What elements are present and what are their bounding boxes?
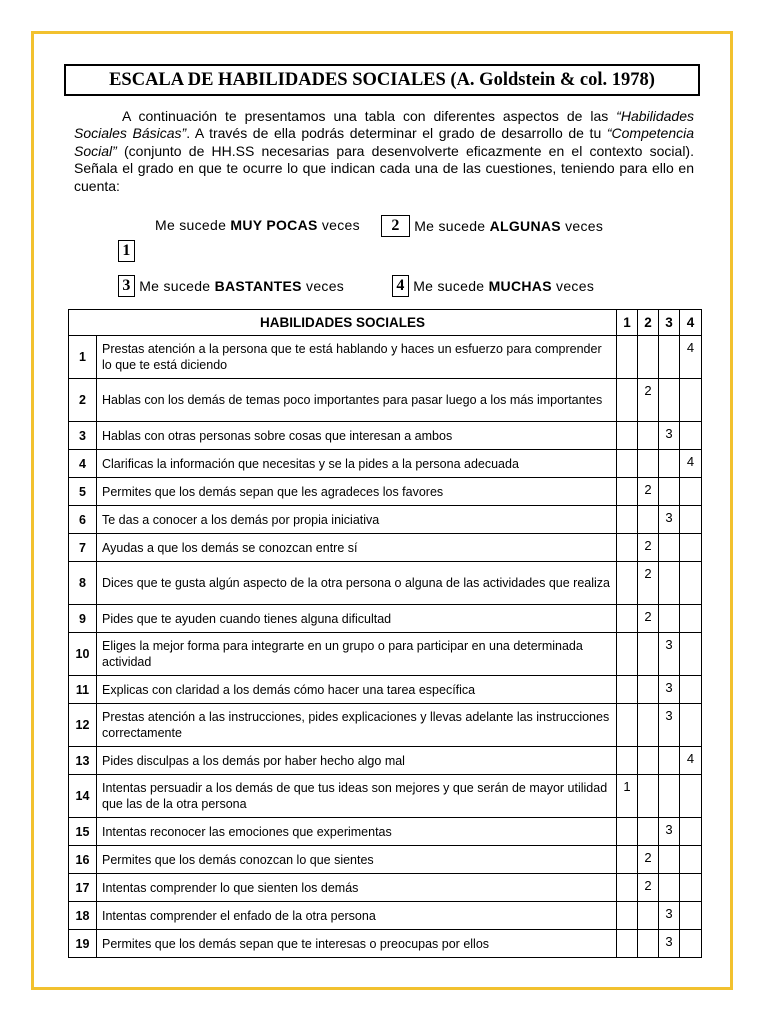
row-number: 17 — [69, 874, 97, 902]
legend-word: BASTANTES — [214, 278, 302, 294]
score-cell-3[interactable] — [659, 450, 680, 478]
score-cell-1[interactable] — [617, 336, 638, 379]
score-cell-2[interactable] — [638, 775, 659, 818]
score-cell-4[interactable]: 4 — [680, 450, 702, 478]
score-cell-2[interactable]: 2 — [638, 874, 659, 902]
score-cell-2[interactable] — [638, 633, 659, 676]
score-cell-4[interactable] — [680, 506, 702, 534]
legend-suffix: veces — [565, 218, 604, 234]
score-cell-2[interactable]: 2 — [638, 379, 659, 422]
score-cell-3[interactable]: 3 — [659, 704, 680, 747]
intro-emphasis-1: “Habilidades Sociales Básicas” — [74, 108, 694, 142]
score-cell-3[interactable] — [659, 874, 680, 902]
legend-prefix: Me sucede — [414, 218, 486, 234]
table-row — [69, 747, 702, 775]
score-cell-4[interactable] — [680, 422, 702, 450]
score-cell-3[interactable] — [659, 605, 680, 633]
table-row — [69, 506, 702, 534]
skill-description: Permites que los demás sepan que te interesas o preocupas por ellos — [97, 930, 617, 958]
skill-description: Prestas atención a la persona que te está hablando y haces un esfuerzo para comprender lo que te está diciendo — [97, 336, 617, 379]
score-cell-2[interactable] — [638, 704, 659, 747]
score-cell-4[interactable] — [680, 633, 702, 676]
row-number: 12 — [69, 704, 97, 747]
table-header-row — [69, 310, 702, 336]
score-cell-3[interactable] — [659, 336, 680, 379]
score-cell-4[interactable] — [680, 775, 702, 818]
table-row — [69, 422, 702, 450]
score-cell-1[interactable] — [617, 874, 638, 902]
intro-part-3: (conjunto de HH.SS necesarias para desenvolverte eficazmente en el contexto social). Señala el grado en que te ocurre lo que indican cada una de las cuestiones, teniendo para ello en cuenta: — [74, 142, 694, 194]
score-cell-3[interactable]: 3 — [659, 676, 680, 704]
score-cell-2[interactable]: 2 — [638, 478, 659, 506]
score-cell-4[interactable]: 4 — [680, 747, 702, 775]
score-cell-4[interactable] — [680, 562, 702, 605]
skill-description: Hablas con otras personas sobre cosas que interesan a ambos — [97, 422, 617, 450]
table-row — [69, 478, 702, 506]
score-cell-1[interactable] — [617, 379, 638, 422]
row-number: 15 — [69, 818, 97, 846]
skill-description: Intentas persuadir a los demás de que tus ideas son mejores y que serán de mayor utilidad que las de la otra persona — [97, 775, 617, 818]
legend-suffix: veces — [321, 217, 360, 233]
row-number: 14 — [69, 775, 97, 818]
score-cell-4[interactable] — [680, 379, 702, 422]
score-cell-3[interactable] — [659, 478, 680, 506]
score-cell-4[interactable] — [680, 676, 702, 704]
legend-number-box: 1 — [118, 240, 135, 262]
score-cell-2[interactable]: 2 — [638, 534, 659, 562]
score-cell-1[interactable] — [617, 534, 638, 562]
score-cell-1[interactable] — [617, 846, 638, 874]
skill-description: Dices que te gusta algún aspecto de la otra persona o alguna de las actividades que realiza — [97, 562, 617, 605]
legend-item-2 — [381, 215, 603, 237]
score-cell-2[interactable] — [638, 450, 659, 478]
score-cell-1[interactable] — [617, 930, 638, 958]
legend-suffix: veces — [306, 278, 345, 294]
legend-item-3 — [118, 275, 344, 297]
table-row — [69, 633, 702, 676]
table-row — [69, 379, 702, 422]
score-cell-2[interactable] — [638, 818, 659, 846]
row-number: 16 — [69, 846, 97, 874]
score-cell-1[interactable] — [617, 633, 638, 676]
row-number: 9 — [69, 605, 97, 633]
row-number: 5 — [69, 478, 97, 506]
intro-paragraph — [74, 108, 694, 195]
table-row — [69, 846, 702, 874]
row-number: 7 — [69, 534, 97, 562]
legend-prefix: Me sucede — [155, 217, 227, 233]
score-header-3: 3 — [659, 310, 680, 336]
score-cell-1[interactable] — [617, 902, 638, 930]
table-header-title: HABILIDADES SOCIALES — [69, 310, 617, 336]
table-row — [69, 562, 702, 605]
score-cell-3[interactable] — [659, 775, 680, 818]
table-row — [69, 450, 702, 478]
skill-description: Hablas con los demás de temas poco importantes para pasar luego a los más importantes — [97, 379, 617, 422]
table-row — [69, 930, 702, 958]
score-cell-2[interactable] — [638, 902, 659, 930]
score-cell-4[interactable] — [680, 704, 702, 747]
row-number: 13 — [69, 747, 97, 775]
table-row — [69, 902, 702, 930]
intro-part-2: . A través de ella podrás determinar el grado de desarrollo de tu — [186, 125, 607, 142]
score-cell-4[interactable] — [680, 902, 702, 930]
skill-description: Pides disculpas a los demás por haber hecho algo mal — [97, 747, 617, 775]
legend-number-box: 2 — [381, 215, 410, 237]
score-cell-1[interactable]: 1 — [617, 775, 638, 818]
legend-word: MUY POCAS — [230, 217, 318, 233]
table-row — [69, 874, 702, 902]
score-cell-1[interactable] — [617, 605, 638, 633]
row-number: 10 — [69, 633, 97, 676]
score-cell-2[interactable] — [638, 747, 659, 775]
skill-description: Clarificas la información que necesitas y se la pides a la persona adecuada — [97, 450, 617, 478]
row-number: 1 — [69, 336, 97, 379]
score-cell-1[interactable] — [617, 818, 638, 846]
score-cell-1[interactable] — [617, 506, 638, 534]
score-cell-3[interactable]: 3 — [659, 818, 680, 846]
score-cell-2[interactable]: 2 — [638, 605, 659, 633]
row-number: 18 — [69, 902, 97, 930]
skill-description: Pides que te ayuden cuando tienes alguna dificultad — [97, 605, 617, 633]
score-cell-4[interactable] — [680, 930, 702, 958]
score-cell-1[interactable] — [617, 450, 638, 478]
score-cell-2[interactable]: 2 — [638, 562, 659, 605]
legend-prefix: Me sucede — [413, 278, 485, 294]
row-number: 19 — [69, 930, 97, 958]
score-cell-3[interactable] — [659, 534, 680, 562]
score-header-2: 2 — [638, 310, 659, 336]
legend-word: MUCHAS — [488, 278, 552, 294]
intro-part-1: A continuación te presentamos una tabla con diferentes aspectos de las — [122, 108, 617, 124]
table-row — [69, 534, 702, 562]
score-cell-2[interactable] — [638, 422, 659, 450]
score-cell-1[interactable] — [617, 676, 638, 704]
skills-table — [68, 309, 702, 958]
score-cell-1[interactable] — [617, 704, 638, 747]
score-cell-2[interactable]: 2 — [638, 846, 659, 874]
document-title-text: ESCALA DE HABILIDADES SOCIALES (A. Goldstein & col. 1978) — [109, 69, 655, 90]
score-cell-1[interactable] — [617, 422, 638, 450]
score-cell-2[interactable] — [638, 676, 659, 704]
row-number: 8 — [69, 562, 97, 605]
score-cell-3[interactable]: 3 — [659, 506, 680, 534]
score-cell-3[interactable] — [659, 379, 680, 422]
skill-description: Explicas con claridad a los demás cómo hacer una tarea específica — [97, 676, 617, 704]
legend-number-box: 4 — [392, 275, 409, 297]
table-row — [69, 676, 702, 704]
score-cell-1[interactable] — [617, 478, 638, 506]
score-cell-1[interactable] — [617, 747, 638, 775]
table-row — [69, 336, 702, 379]
skill-description: Intentas comprender el enfado de la otra persona — [97, 902, 617, 930]
table-row — [69, 775, 702, 818]
legend-suffix: veces — [556, 278, 595, 294]
legend-number-1 — [118, 240, 135, 262]
score-cell-4[interactable] — [680, 605, 702, 633]
score-cell-4[interactable] — [680, 818, 702, 846]
score-cell-4[interactable] — [680, 478, 702, 506]
score-header-4: 4 — [680, 310, 702, 336]
legend-word: ALGUNAS — [489, 218, 561, 234]
legend-item-1 — [155, 217, 360, 233]
skill-description: Ayudas a que los demás se conozcan entre sí — [97, 534, 617, 562]
score-cell-1[interactable] — [617, 562, 638, 605]
score-cell-2[interactable] — [638, 336, 659, 379]
legend-prefix: Me sucede — [139, 278, 211, 294]
skill-description: Eliges la mejor forma para integrarte en un grupo o para participar en una determinada actividad — [97, 633, 617, 676]
score-cell-4[interactable]: 4 — [680, 336, 702, 379]
skill-description: Intentas comprender lo que sienten los demás — [97, 874, 617, 902]
legend-item-4 — [392, 275, 594, 297]
row-number: 3 — [69, 422, 97, 450]
intro-text — [74, 108, 694, 195]
score-cell-3[interactable]: 3 — [659, 633, 680, 676]
score-cell-3[interactable]: 3 — [659, 902, 680, 930]
score-cell-3[interactable] — [659, 747, 680, 775]
skill-description: Permites que los demás conozcan lo que sientes — [97, 846, 617, 874]
score-cell-3[interactable]: 3 — [659, 422, 680, 450]
score-cell-3[interactable] — [659, 562, 680, 605]
table-row — [69, 605, 702, 633]
score-cell-4[interactable] — [680, 846, 702, 874]
intro-emphasis-2: “Competencia Social” — [74, 125, 694, 159]
score-cell-2[interactable] — [638, 506, 659, 534]
score-cell-2[interactable] — [638, 930, 659, 958]
row-number: 2 — [69, 379, 97, 422]
score-header-1: 1 — [617, 310, 638, 336]
table-row — [69, 704, 702, 747]
row-number: 11 — [69, 676, 97, 704]
table-row — [69, 818, 702, 846]
skill-description: Te das a conocer a los demás por propia iniciativa — [97, 506, 617, 534]
score-cell-4[interactable] — [680, 534, 702, 562]
skill-description: Permites que los demás sepan que les agradeces los favores — [97, 478, 617, 506]
document-title — [64, 64, 700, 96]
score-cell-3[interactable] — [659, 846, 680, 874]
skill-description: Prestas atención a las instrucciones, pides explicaciones y llevas adelante las instrucciones correctamente — [97, 704, 617, 747]
skill-description: Intentas reconocer las emociones que experimentas — [97, 818, 617, 846]
row-number: 6 — [69, 506, 97, 534]
score-cell-4[interactable] — [680, 874, 702, 902]
row-number: 4 — [69, 450, 97, 478]
legend-number-box: 3 — [118, 275, 135, 297]
score-cell-3[interactable]: 3 — [659, 930, 680, 958]
